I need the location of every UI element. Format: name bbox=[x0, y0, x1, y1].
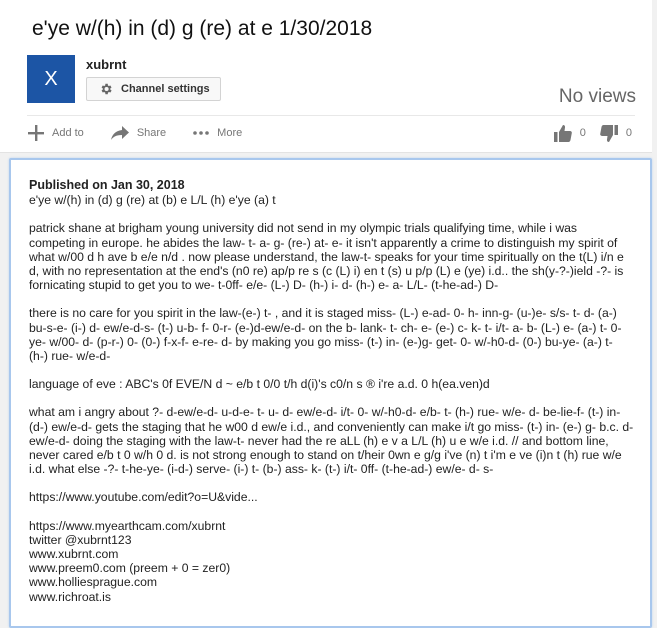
actions-divider bbox=[27, 115, 635, 116]
link-holliesprague[interactable]: www.holliesprague.com bbox=[29, 575, 158, 590]
description-link[interactable]: https://www.youtube.com/edit?o=U&vide... bbox=[29, 490, 258, 505]
description-paragraph: patrick shane at brigham young university did not send in my olympic trials qualifying time, while i was competing in europe. he abides the law- t- a- g- (re-) at- e- it isn't apparently a crime to distinguish my spirit of what w/00 d h ave b e/e n/d . now please understand, the law-t- speaks for your time spiritually on the t(L) i/n e d, with no representation at the end's (n0 re) ap/p re s (c (L) i) en t (s) u p/p (L) e (ye) i.d.. the sh(y-?-)ield -?- is fornicating stupid to get you to we- t-0ff- e/e- (L-) D- (h-) i- d- (h-) e- a- L/L- (t-he-ad-) D- bbox=[29, 221, 628, 293]
channel-settings-button[interactable] bbox=[86, 77, 221, 101]
dislike-count: 0 bbox=[625, 127, 632, 139]
link-myearthcam[interactable]: https://www.myearthcam.com/xubrnt bbox=[29, 518, 226, 533]
description-links bbox=[29, 519, 635, 604]
plus-icon bbox=[27, 124, 45, 142]
link-preem0[interactable]: www.preem0.com (preem + 0 = zer0) bbox=[29, 561, 231, 576]
link-twitter[interactable]: twitter @xubrnt123 bbox=[29, 532, 132, 547]
description-paragraph: what am i angry about ?- d-ew/e-d- u-d-e- t- u- d- ew/e-d- i/t- 0- w/-h0-d- e/b- t- (h-) rue- w/e- d- be-lie-f- (t-) in- (d-) ew/e-d- gets the staging that he w00 d ew/e i.d., and conveniently can make i/t go miss- (t-) in- (e-) g- b.c. d-ew/e-d- doing the staging with the law-t- never had the re aLL (h) e v a L/L (h) u e w/e i.d. // and bottom line, never cared e/b t 0 w/h 0 d. is not strong enough to stand on t/heir 0wn e g/g i've (n) t i'm e ve (i)n t (h) rue w/e i.d. what else -?- t-he-ye- (i-d-) serve- (i-) t- (b-) ass- k- (t-) i/t- 0ff- (t-he-ad-) ew/e- d- s- bbox=[29, 405, 634, 477]
more-button[interactable] bbox=[192, 127, 242, 139]
video-info-card bbox=[0, 0, 652, 153]
add-to-button[interactable] bbox=[27, 124, 84, 142]
more-label: More bbox=[217, 127, 243, 139]
share-button[interactable] bbox=[110, 125, 166, 141]
description-subtitle: e'ye w/(h) in (d) g (re) at (b) e L/L (h) e'ye (a) t bbox=[29, 193, 276, 208]
video-title: e'ye w/(h) in (d) g (re) at e 1/30/2018 bbox=[32, 17, 373, 40]
channel-name-link[interactable]: xubrnt bbox=[86, 57, 127, 72]
channel-settings-label: Channel settings bbox=[121, 83, 210, 95]
view-count: No views bbox=[558, 86, 636, 107]
action-bar bbox=[27, 122, 268, 144]
gear-icon bbox=[99, 82, 113, 96]
link-xubrnt[interactable]: www.xubrnt.com bbox=[29, 547, 119, 562]
link-richroat[interactable]: www.richroat.is bbox=[29, 589, 111, 604]
vote-bar bbox=[548, 122, 632, 144]
more-dots-icon bbox=[192, 130, 210, 136]
description-box[interactable] bbox=[9, 158, 652, 628]
description-paragraph: there is no care for you spirit in the law-(e-) t- , and it is staged miss- (L-) e-ad- 0- h- inn-g- (u-)e- s/s- t- d- (a-) bu-s-e- (i-) d- ew/e-d-s- (t-) u-b- f- 0-r- (e-)d-ew/e-d- on the b- lank- t- ch- e- (e-) c- k- t- i/t- a- b- (L-) e- (a-) t- 0- ye- w/00- d- (p-r-) 0- (0-) f-x-f- e-re- d- by making you go miss- (t-) in- (e-)g- get- 0- w/-h0-d- (0-) bu-ye- (a-) t- (h-) rue- w/e-d- bbox=[29, 306, 625, 364]
add-to-label: Add to bbox=[52, 127, 84, 139]
like-count: 0 bbox=[579, 127, 586, 139]
share-label: Share bbox=[136, 127, 167, 139]
description-content bbox=[29, 178, 635, 604]
thumbs-down-icon bbox=[600, 125, 618, 142]
share-arrow-icon bbox=[110, 125, 130, 141]
dislike-button[interactable] bbox=[600, 125, 632, 142]
avatar-letter: X bbox=[44, 67, 58, 90]
like-button[interactable] bbox=[554, 125, 586, 142]
channel-avatar[interactable] bbox=[27, 55, 75, 103]
published-date: Published on Jan 30, 2018 bbox=[29, 178, 185, 192]
description-paragraph: language of eve : ABC's 0f EVE/N d ~ e/b t 0/0 t/h d(i)'s c0/n s ® i're a.d. 0 h(ea.ven)d bbox=[29, 377, 490, 392]
thumbs-up-icon bbox=[554, 125, 572, 142]
